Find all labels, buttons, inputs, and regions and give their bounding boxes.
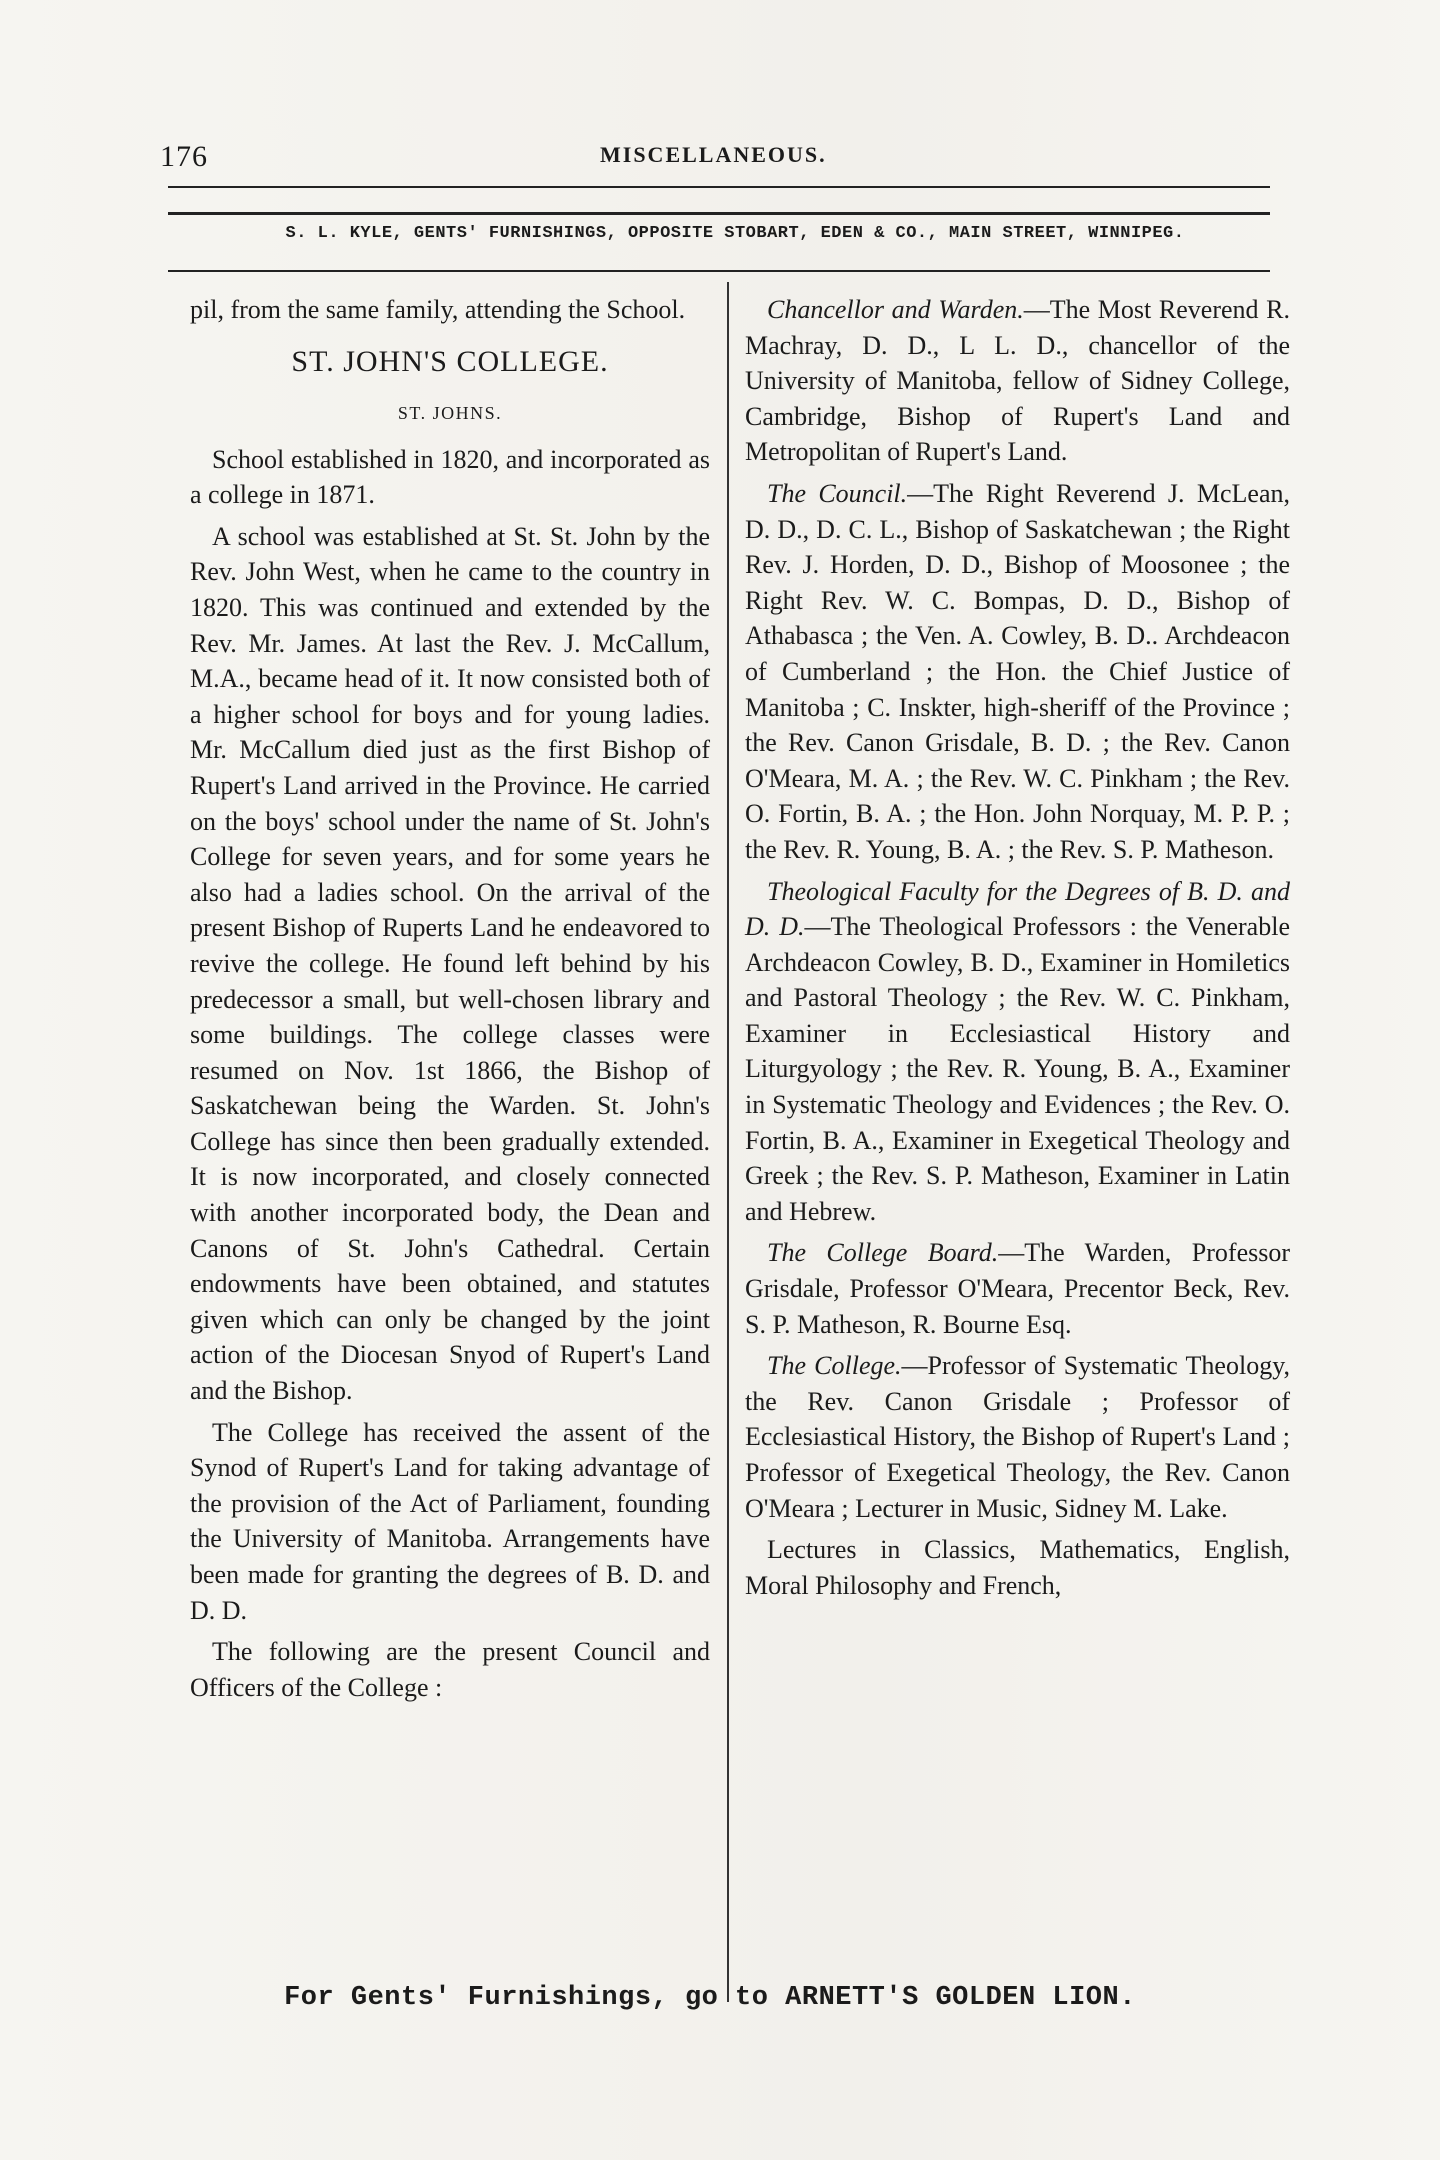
entry-label: The College. bbox=[767, 1351, 902, 1381]
section-title: ST. JOHN'S COLLEGE. bbox=[291, 344, 609, 378]
entry-label: The College Board. bbox=[767, 1238, 999, 1268]
footer-advertisement: For Gents' Furnishings, go to ARNETT'S GOLDEN LION. bbox=[284, 1983, 1136, 2013]
entry-text: —The Right Reverend J. McLean, D. D., D. C. L., Bishop of Saskatchewan ; the Right Rev. J. Horden, D. D., Bishop of Moosonee ; the Right Rev. W. C. Bompas, D. D., Bishop of Athabasca ; the Ven. A. Cowley, B. D.. Archdeacon of Cumberland ; the Hon. the Chief Justice of Manitoba ; C. Inskter, high-sheriff of the Province ; the Rev. Canon Grisdale, B. D. ; the Rev. Canon O'Meara, M. A. ; the Rev. W. C. Pinkham ; the Rev. O. Fortin, B. A. ; the Hon. John Norquay, M. P. P. ; the Rev. R. Young, B. A. ; the Rev. S. P. Matheson. bbox=[745, 478, 1290, 864]
left-column bbox=[190, 292, 710, 1705]
entry-label: The Council. bbox=[767, 478, 908, 508]
running-head: MISCELLANEOUS. bbox=[600, 142, 827, 167]
section-subtitle: ST. JOHNS. bbox=[397, 402, 503, 423]
entry-college-board bbox=[745, 1235, 1290, 1342]
entry-the-college bbox=[745, 1348, 1290, 1526]
entry-text: —The Warden, Professor Grisdale, Professor O'Meara, Precentor Beck, Rev. S. P. Matheson, R. Bourne Esq. bbox=[745, 1238, 1291, 1339]
paragraph-council-intro: The following are the present Council and Officers of the College : bbox=[190, 1637, 710, 1702]
paragraph-assent: The College has received the assent of the Synod of Rupert's Land for taking advantage of the provision of the Act of Parliament, founding the University of Manitoba. Arrangements have been made for granting the degrees of B. D. and D. D. bbox=[190, 1417, 710, 1625]
banner-bottom-rule bbox=[168, 270, 1270, 272]
column-divider bbox=[727, 282, 729, 2002]
banner-top-rule bbox=[168, 212, 1270, 215]
entry-council bbox=[745, 476, 1290, 868]
right-column bbox=[745, 292, 1290, 1603]
page-number: 176 bbox=[160, 140, 208, 173]
header-rule bbox=[168, 186, 1270, 188]
entry-theological-faculty bbox=[745, 874, 1290, 1230]
entry-chancellor bbox=[745, 292, 1290, 470]
entry-label: Theological Faculty for the Degrees of B. D. and D. D. bbox=[745, 876, 1290, 942]
entry-text: —Professor of Systematic Theology, the Rev. Canon Grisdale ; Professor of Ecclesiastical History, the Bishop of Rupert's Land ; Professor of Exegetical Theology, the Rev. Canon O'Meara ; Lecturer in Music, Sidney M. Lake. bbox=[745, 1351, 1290, 1523]
entry-lectures: Lectures in Classics, Mathematics, English, Moral Philosophy and French, bbox=[745, 1535, 1290, 1600]
continued-paragraph: pil, from the same family, attending the School. bbox=[190, 295, 686, 324]
entry-label: Chancellor and Warden. bbox=[767, 295, 1024, 324]
advertisement-banner: S. L. KYLE, GENTS' FURNISHINGS, OPPOSITE STOBART, EDEN & CO., MAIN STREET, WINNIPEG. bbox=[285, 224, 1185, 243]
entry-text: —The Theological Professors : the Venerable Archdeacon Cowley, B. D., Examiner in Homiletics and Pastoral Theology ; the Rev. W. C. Pinkham, Examiner in Ecclesiastical History and Liturgyology ; the Rev. R. Young, B. A., Examiner in Systematic Theology and Evidences ; the Rev. O. Fortin, B. A., Examiner in Exegetical Theology and Greek ; the Rev. S. P. Matheson, Examiner in Latin and Hebrew. bbox=[745, 912, 1290, 1226]
entry-text: —The Most Reverend R. Machray, D. D., L L. D., chancellor of the University of Manitoba, fellow of Sidney College, Cambridge, Bishop of Rupert's Land and Metropolitan of Rupert's Land. bbox=[745, 295, 1290, 467]
paragraph-established: School established in 1820, and incorporated as a college in 1871. bbox=[190, 444, 710, 510]
paragraph-history: A school was established at St. St. John by the Rev. John West, when he came to the country in 1820. This was continued and extended by the Rev. Mr. James. At last the Rev. J. McCallum, M.A., became head of it. It now consisted both of a higher school for boys and for young ladies. Mr. McCallum died just as the first Bishop of Rupert's Land arrived in the Province. He carried on the boys' school under the name of St. John's College for seven years, and for some years he also had a ladies school. On the arrival of the present Bishop of Ruperts Land he endeavored to revive the college. He found left behind by his predecessor a small, but well-chosen library and some buildings. The college classes were resumed on Nov. 1st 1866, the Bishop of Saskatchewan being the Warden. St. John's College has since then been gradually extended. It is now incorporated, and closely connected with another incorporated body, the Dean and Canons of St. John's Cathedral. Certain endowments have been obtained, and statutes given which can only be changed by the joint action of the Diocesan Snyod of Rupert's Land and the Bishop. bbox=[190, 521, 710, 1406]
